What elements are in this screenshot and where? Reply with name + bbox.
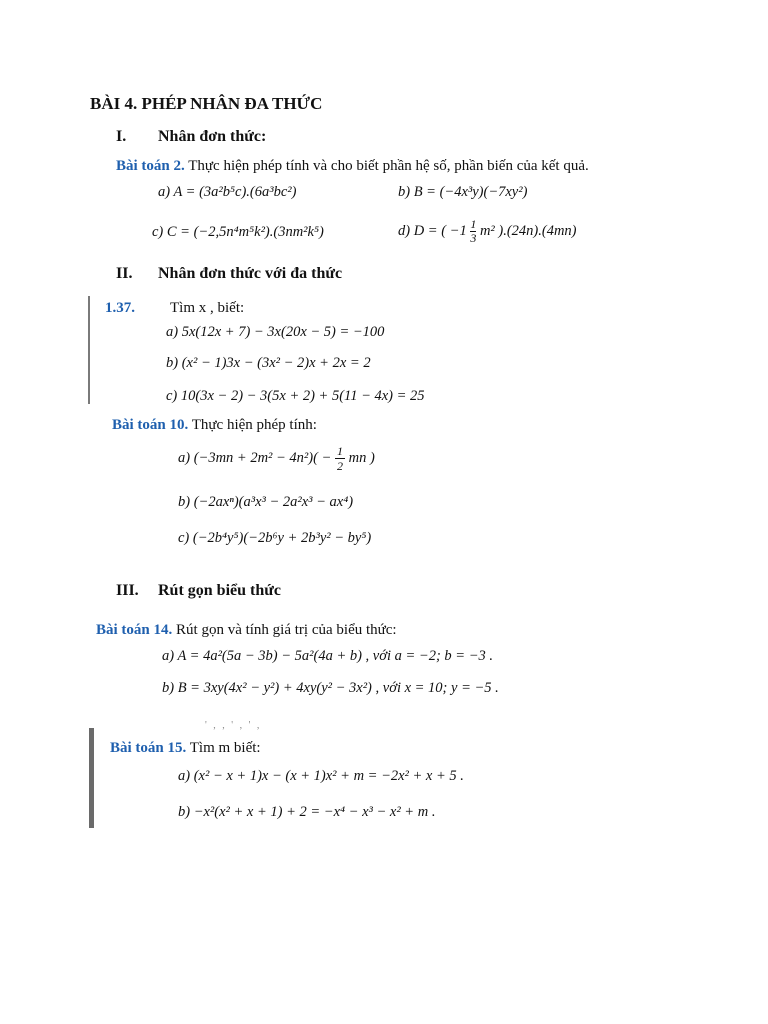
section-title: Nhân đơn thức với đa thức — [158, 265, 343, 282]
section-number: I. — [116, 128, 127, 145]
fraction-denominator: 3 — [470, 231, 477, 245]
problem-15-statement — [110, 740, 261, 757]
problem-14-item-a: a) A = 4a²(5a − 3b) − 5a²(4a + b) , với a = −2; b = −3 . — [162, 648, 493, 664]
fraction-numerator: 1 — [336, 444, 343, 458]
problem-text: Rút gọn và tính giá trị của biểu thức: — [172, 622, 397, 638]
problem-2-item-c: c) C = (−2,5n⁴m⁵k²).(3nm²k⁵) — [152, 224, 324, 240]
section-heading-1 — [116, 128, 266, 146]
problem-2-item-b: b) B = (−4x³y)(−7xy²) — [398, 184, 528, 200]
problem-label: 1.37. — [105, 300, 135, 316]
problem-2-item-a: a) A = (3a²b⁵c).(6a³bc²) — [158, 184, 297, 200]
problem-1-37-item-a: a) 5x(12x + 7) − 3x(20x − 5) = −100 — [166, 324, 385, 340]
expr-part: a) (−3mn + 2m² − 4n²)( − — [178, 450, 332, 466]
problem-label: Bài toán 14. — [96, 622, 173, 638]
problem-14-item-b: b) B = 3xy(4x² − y²) + 4xy(y² − 3x²) , với x = 10; y = −5 . — [162, 680, 499, 696]
problem-text: Thực hiện phép tính và cho biết phần hệ số, phần biến của kết quả. — [184, 158, 589, 174]
fraction-denominator: 2 — [336, 459, 343, 473]
section-heading-3 — [116, 582, 281, 600]
problem-14-statement — [96, 622, 397, 639]
problem-label: Bài toán 10. — [112, 417, 189, 433]
fraction — [335, 444, 345, 473]
problem-1-37-text: Tìm x , biết: — [170, 300, 245, 316]
expr-part: mn ) — [348, 450, 375, 466]
section-title: Nhân đơn thức: — [158, 128, 267, 145]
problem-2-statement — [116, 158, 589, 175]
section-heading-2 — [116, 265, 342, 283]
problem-10-item-c: c) (−2b⁴y⁵)(−2b⁶y + 2b³y² − by⁵) — [178, 530, 372, 546]
expr-part: d) D = ( −1 — [398, 223, 467, 239]
problem-15-item-b: b) −x²(x² + x + 1) + 2 = −x⁴ − x³ − x² + m . — [178, 804, 436, 820]
fraction-numerator: 1 — [470, 217, 477, 231]
section-title: Rút gọn biểu thức — [158, 582, 281, 599]
problem-1-37-label — [105, 300, 135, 317]
problem-10-item-a — [178, 444, 375, 473]
problem-10-item-b: b) (−2axⁿ)(a³x³ − 2a²x³ − ax⁴) — [178, 494, 354, 510]
problem-label: Bài toán 2. — [116, 158, 185, 174]
fraction — [470, 218, 476, 245]
faint-marks: ' , , ' , ' , — [205, 720, 262, 731]
page-title: BÀI 4. PHÉP NHÂN ĐA THỨC — [90, 94, 323, 113]
problem-10-statement — [112, 417, 317, 434]
problem-text: Thực hiện phép tính: — [188, 417, 317, 433]
problem-1-37-item-c: c) 10(3x − 2) − 3(5x + 2) + 5(11 − 4x) = 25 — [166, 388, 425, 404]
problem-1-37-item-b: b) (x² − 1)3x − (3x² − 2)x + 2x = 2 — [166, 355, 371, 371]
left-border-bar — [89, 728, 94, 828]
section-number: III. — [116, 582, 139, 599]
left-border-bar — [88, 296, 90, 404]
problem-label: Bài toán 15. — [110, 740, 187, 756]
problem-15-item-a: a) (x² − x + 1)x − (x + 1)x² + m = −2x² + x + 5 . — [178, 768, 464, 784]
problem-2-item-d — [398, 218, 577, 245]
expr-part: m² ).(24n).(4mn) — [479, 223, 577, 239]
section-number: II. — [116, 265, 133, 282]
problem-text: Tìm m biết: — [186, 740, 261, 756]
